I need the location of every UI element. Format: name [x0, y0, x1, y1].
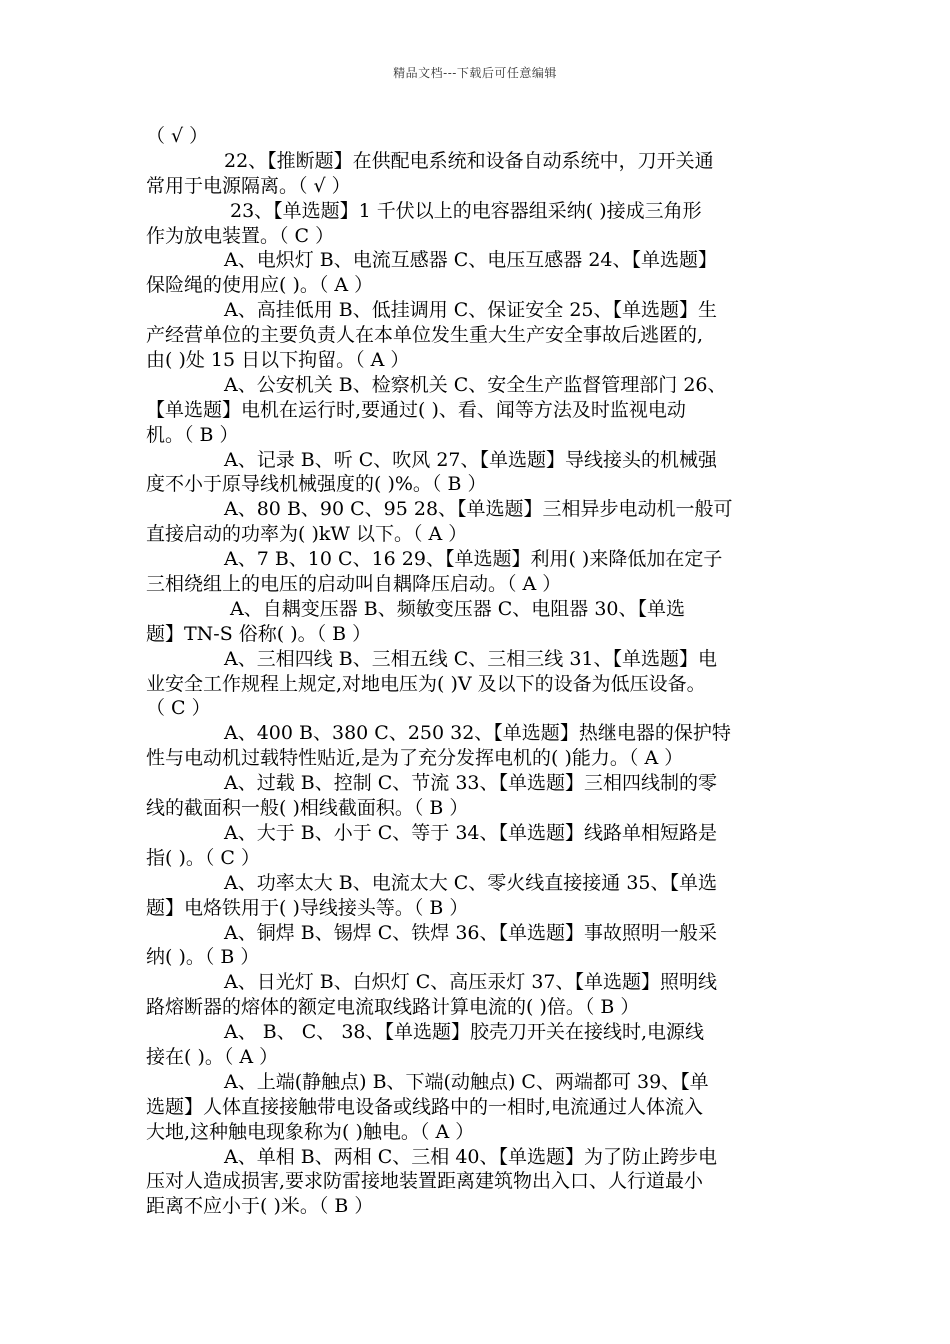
text-line: 机。（ B ）: [146, 423, 239, 446]
text-line: 三相绕组上的电压的启动叫自耦降压启动。（ A ）: [146, 573, 562, 596]
text-line: A、高挂低用 B、低挂调用 C、保证安全 25、【单选题】生: [224, 299, 718, 322]
text-line: A、400 B、380 C、250 32、【单选题】热继电器的保护特: [224, 722, 731, 745]
text-line: 由( )处 15 日以下拘留。（ A ）: [146, 349, 410, 372]
text-line: A、功率太大 B、电流太大 C、零火线直接接通 35、【单选: [224, 871, 718, 894]
text-line: A、电炽灯 B、电流互感器 C、电压互感器 24、【单选题】: [224, 249, 718, 272]
text-line: 距离不应小于( )米。（ B ）: [146, 1195, 374, 1218]
text-line: 大地,这种触电现象称为( )触电。（ A ）: [146, 1120, 475, 1143]
text-line: A、记录 B、听 C、吹风 27、【单选题】导线接头的机械强: [224, 448, 718, 471]
document-body: [146, 124, 810, 1219]
text-line: 性与电动机过载特性贴近,是为了充分发挥电机的( )能力。（ A ）: [146, 747, 684, 770]
text-line: 接在( )。（ A ）: [146, 1045, 279, 1068]
text-line: 题】电烙铁用于( )导线接头等。（ B ）: [146, 896, 469, 919]
text-line: A、80 B、90 C、95 28、【单选题】三相异步电动机一般可: [224, 498, 733, 521]
text-line: 业安全工作规程上规定,对地电压为( )V 及以下的设备为低压设备。: [146, 672, 706, 695]
text-line: A、 B、 C、 38、【单选题】胶壳刀开关在接线时,电源线: [224, 1021, 705, 1044]
text-line: 题】TN-S 俗称( )。（ B ）: [146, 622, 372, 645]
text-line: 22、【推断题】在供配电系统和设备自动系统中，刀开关通: [224, 149, 714, 172]
text-line: 指( )。（ C ）: [146, 846, 260, 869]
text-line: A、7 B、10 C、16 29、【单选题】利用( )来降低加在定子: [224, 548, 723, 571]
text-line: 度不小于原导线机械强度的( )%。（ B ）: [146, 473, 487, 496]
text-line: 路熔断器的熔体的额定电流取线路计算电流的( )倍。（ B ）: [146, 996, 640, 1019]
text-line: 线的截面积一般( )相线截面积。（ B ）: [146, 797, 469, 820]
text-line: 选题】人体直接接触带电设备或线路中的一相时,电流通过人体流入: [146, 1095, 704, 1118]
text-line: （ C ）: [146, 697, 211, 720]
page-header: 精品文档---下载后可任意编辑: [393, 66, 557, 80]
text-line: A、过载 B、控制 C、节流 33、【单选题】三相四线制的零: [224, 772, 718, 795]
text-line: 作为放电装置。（ C ）: [146, 224, 335, 247]
text-line: 【单选题】电机在运行时,要通过( )、看、闻等方法及时监视电动: [146, 398, 686, 421]
text-line: 纳( )。（ B ）: [146, 946, 260, 969]
text-line: 压对人造成损害,要求防雷接地装置距离建筑物出入口、人行道最小: [146, 1170, 704, 1193]
text-line: A、自耦变压器 B、频敏变压器 C、电阻器 30、【单选: [230, 597, 686, 620]
text-line: A、上端(静触点) B、下端(动触点) C、两端都可 39、【单: [224, 1070, 709, 1093]
text-line: 23、【单选题】1 千伏以上的电容器组采纳( )接成三角形: [230, 199, 702, 222]
text-line: A、单相 B、两相 C、三相 40、【单选题】为了防止跨步电: [224, 1145, 718, 1168]
text-line: A、三相四线 B、三相五线 C、三相三线 31、【单选题】电: [224, 647, 718, 670]
text-line: 保险绳的使用应( )。（ A ）: [146, 274, 374, 297]
text-line: （ √ ）: [146, 125, 209, 147]
text-line: 直接启动的功率为( )kW 以下。（ A ）: [146, 523, 468, 546]
text-line: A、大于 B、小于 C、等于 34、【单选题】线路单相短路是: [224, 821, 718, 844]
text-line: A、日光灯 B、白炽灯 C、高压汞灯 37、【单选题】照明线: [224, 971, 718, 994]
text-line: 常用于电源隔离。（ √ ）: [146, 174, 351, 197]
text-line: A、公安机关 B、检察机关 C、安全生产监督管理部门 26、: [224, 373, 727, 396]
text-line: A、铜焊 B、锡焊 C、铁焊 36、【单选题】事故照明一般采: [224, 921, 718, 944]
text-line: 产经营单位的主要负责人在本单位发生重大生产安全事故后逃匿的,: [146, 324, 704, 347]
